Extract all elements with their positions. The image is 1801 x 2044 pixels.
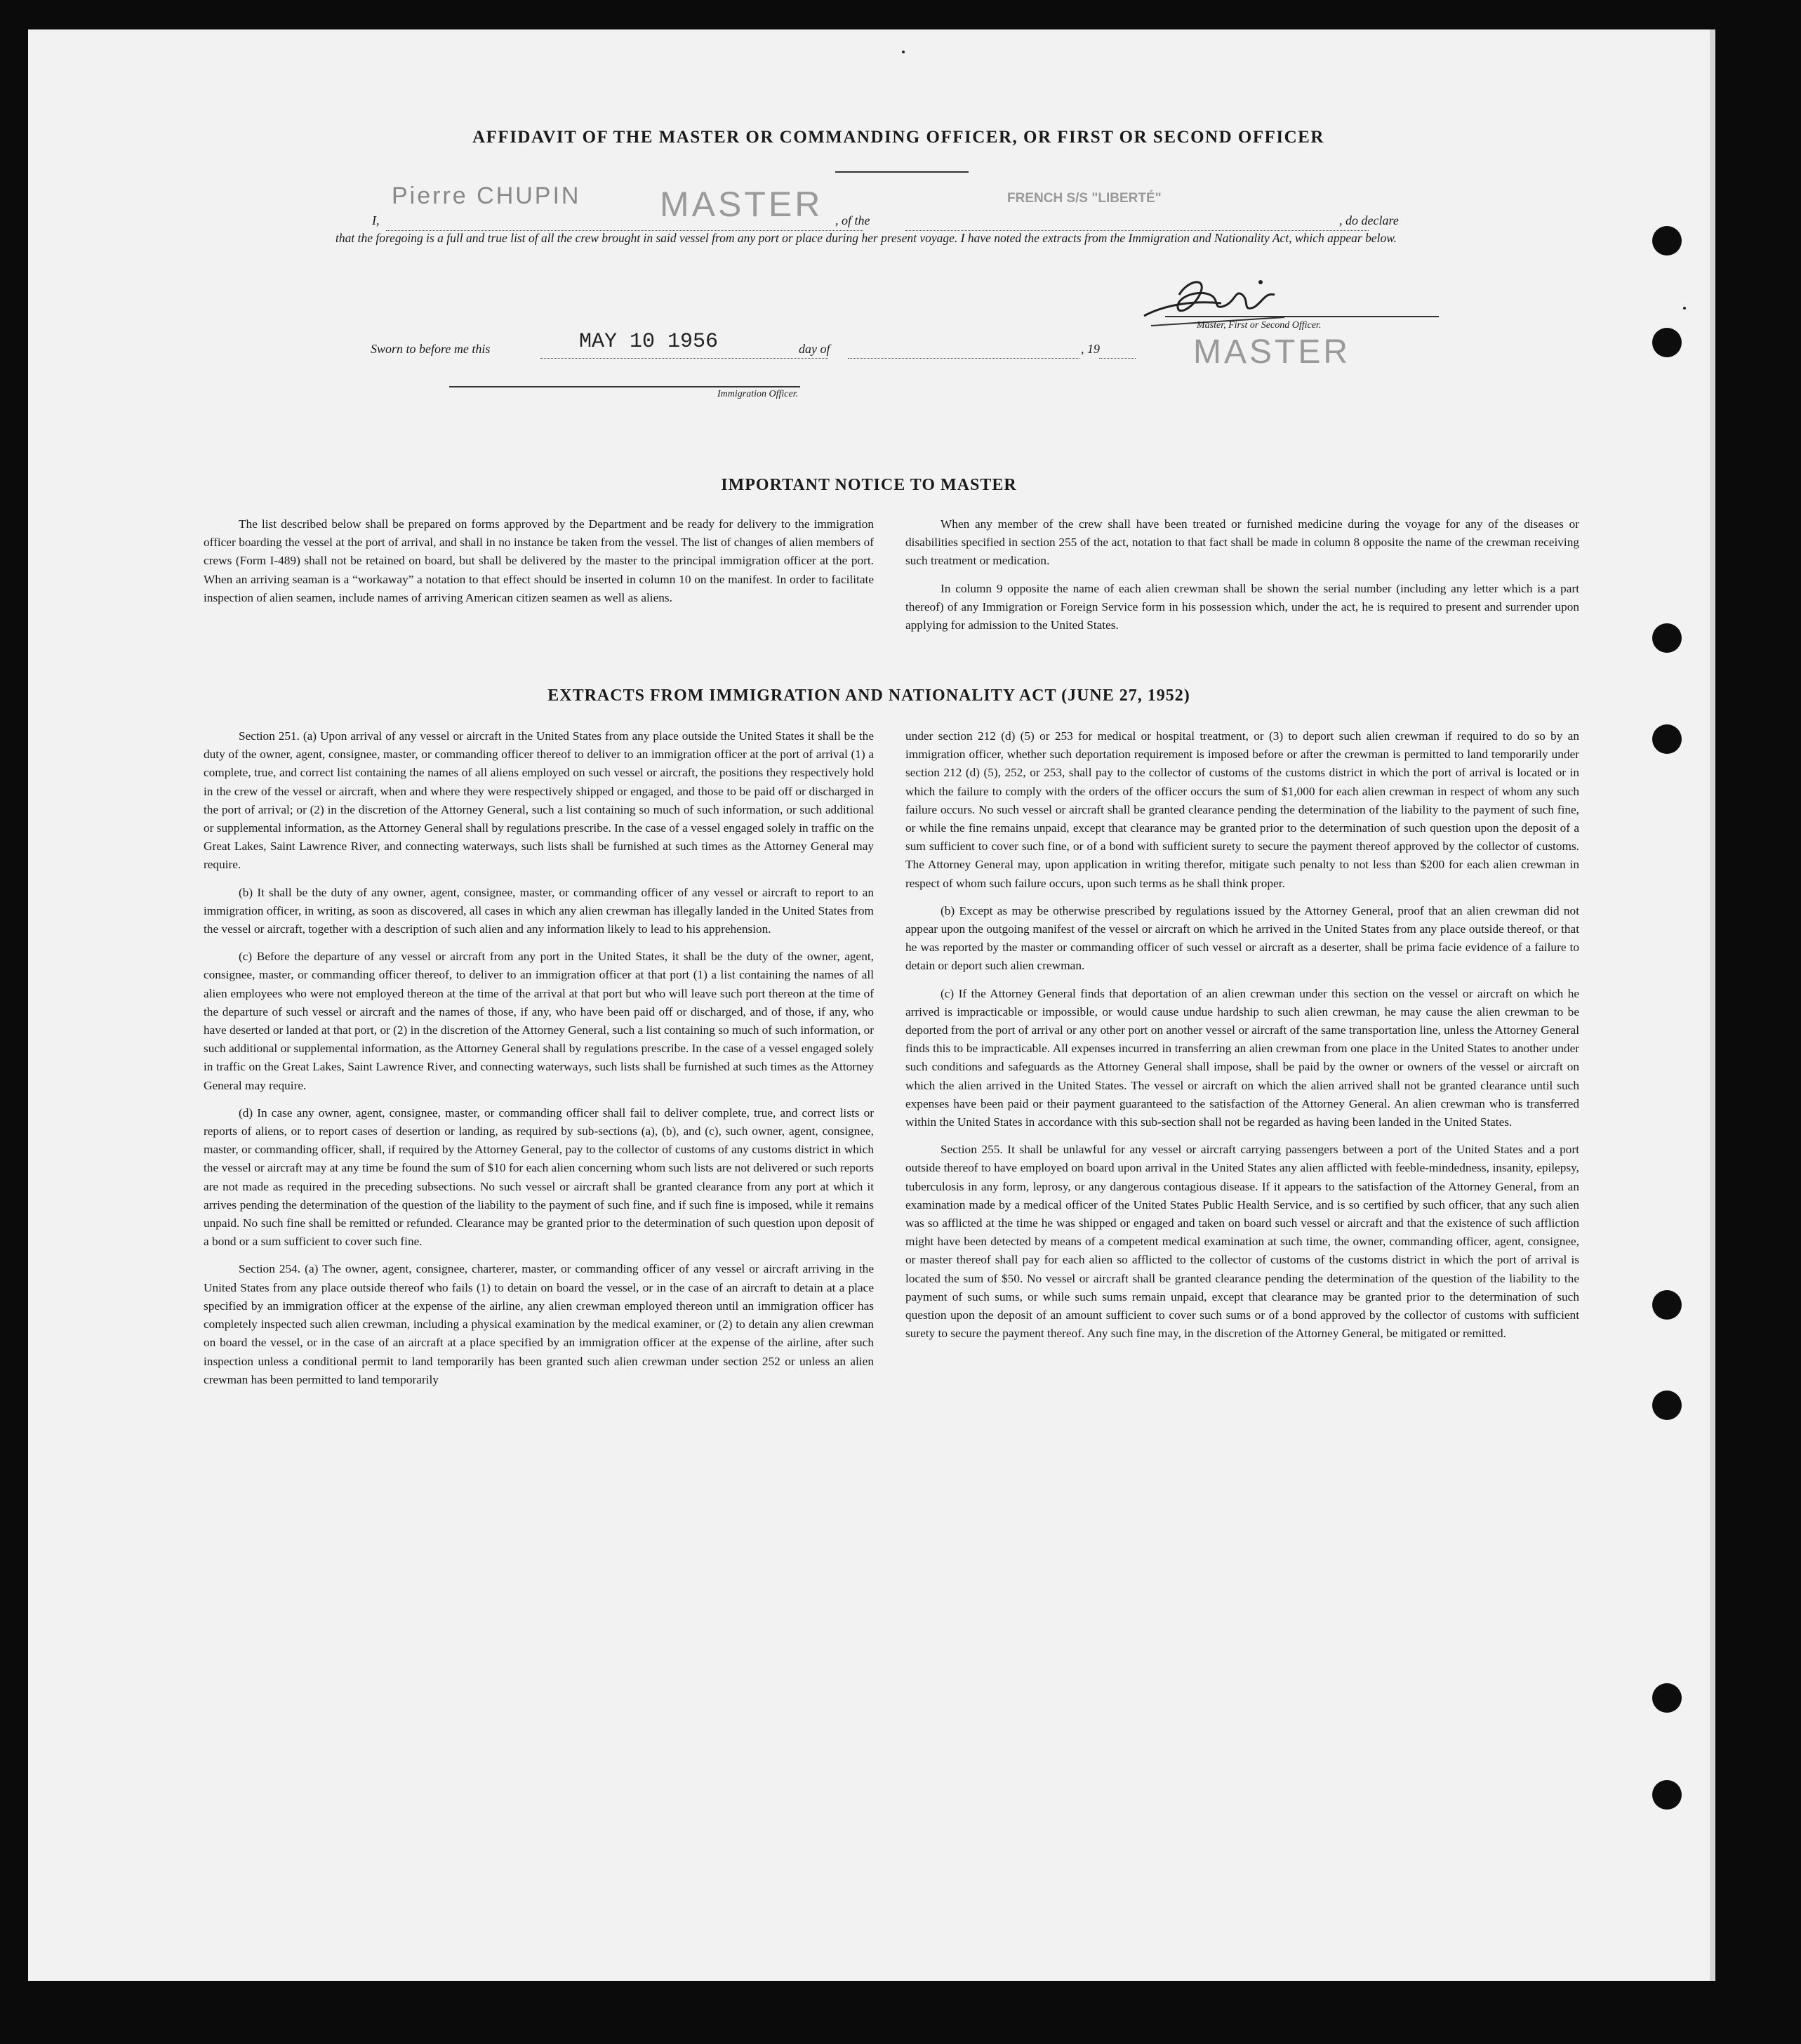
signature-line <box>1165 316 1439 317</box>
section-251-c: (c) Before the departure of any vessel or aircraft from any port in the United States, it shall be the duty of the owner, agent, consignee, master, or commanding officer thereof, to deliver to an immigration officer at that port (1) a list containing the names of all alien employees who were not employed thereon at the time of the arrival at that port but who will leave such port thereon at the time of the departure of such vessel or aircraft and the names of those, if any, who have been paid off or discharged, and of those, if any, who have deserted or landed at that port, or (2) in the discretion of the Attorney General, such a list containing so much of such information, or such additional or supplemental information, as the Attorney General shall by regulations prescribe. In the case of a vessel engaged solely in traffic on the Great Lakes, Saint Lawrence River, and connecting waterways, such lists shall be furnished at such times as the Attorney General may require. <box>204 950 874 1092</box>
punch-hole <box>1652 328 1682 357</box>
section-254-a: Section 254. (a) The owner, agent, consignee, charterer, master, or commanding officer of any vessel or aircraft arriving in the United States from any place outside thereof who fails (1) to detain on board the vessel, or in the case of an aircraft to detain at a place specified by an immigration officer at the expense of the airline, any alien crewman employed thereon until an immigration officer has completely inspected such alien crewman, including a physical examination by the medical examiner, or (2) to detain any alien crewman on board the vessel, or in the case of an aircraft at a place specified by an immigration officer at the expense of the airline, after such inspection unless a conditional permit to land temporarily has been granted such alien crewman under section 252 or unless an alien crewman has been permitted to land temporarily <box>204 1262 874 1386</box>
extracts-right-column <box>905 727 1579 1353</box>
do-declare-label: , do declare <box>1339 213 1399 227</box>
title-underline <box>835 171 969 173</box>
officer-caption: Immigration Officer. <box>717 389 799 399</box>
section-251-d: (d) In case any owner, agent, consignee, master, or commanding officer shall fail to deliver complete, true, and correct lists or reports of aliens, or to report cases of desertion or landing, as required by sub-sections (a), (b), and (c), such owner, agent, consignee, master, or commanding officer, shall, if required by the Attorney General, pay to the collector of customs of any customs district in which the vessel or aircraft may at any time be found the sum of $10 for each alien concerning whom such lists are not delivered or such reports are not made as required in the preceding subsections. No such vessel or aircraft shall be granted clearance from any port at which it arrives pending the determination of the question of the liability to the payment of such fine, and if such fine is imposed, while it remains unpaid. No such fine shall be remitted or refunded. Clearance may be granted prior to the determination of such question upon deposit of a bond or a sum sufficient to cover such fine. <box>204 1106 874 1249</box>
notice-right-column <box>905 515 1579 644</box>
day-of-label: day of <box>799 342 830 356</box>
dust-speck <box>1683 307 1686 310</box>
affidavit-title: AFFIDAVIT OF THE MASTER OR COMMANDING OFFICER, OR FIRST OR SECOND OFFICER <box>472 128 1324 147</box>
document-page <box>28 29 1715 1981</box>
dust-speck <box>902 51 905 53</box>
declaration-text: that the foregoing is a full and true list of all the crew brought in said vessel from any port or place during her present voyage. I have noted the extracts from the Immigration and Nationality Act, which appear below. <box>335 231 1397 245</box>
section-254-c: (c) If the Attorney General finds that deportation of an alien crewman under this section on the vessel or aircraft on which he arrived is impracticable or impossible, or would cause undue hardship to such alien crewman, he may cause the alien crewman to be deported from the port of arrival or any other port on another vessel or aircraft of the same transportation line, unless the Attorney General finds this to be impracticable. All expenses incurred in transferring an alien crewman from one place in the United States to another under such conditions and safeguards as the Attorney General shall impose, shall be paid by the owner or owners of the vessel or aircraft on which the alien arrived in the United States. The vessel or aircraft on which the alien arrived shall not be granted clearance until such expenses have been paid or their payment guaranteed to the satisfaction of the Attorney General. An alien crewman who is transferred within the United States in accordance with this sub-section shall not be regarded as having been landed in the United States. <box>905 986 1579 1129</box>
signer-stamp: MASTER <box>1193 333 1351 371</box>
section-251-a: Section 251. (a) Upon arrival of any vessel or aircraft in the United States from any place outside the United States it shall be the duty of the owner, agent, consignee, master, or commanding officer thereof to deliver to an immigration officer at the port of arrival (1) a complete, true, and correct list containing the names of all aliens employed on such vessel or aircraft, the positions they respectively hold in the crew of the vessel or aircraft, when and where they were respectively shipped or engaged, and those to be paid off or discharged in the port of arrival; or (2) in the discretion of the Attorney General, such a list containing so much of such information, or such additional or supplemental information, as the Attorney General shall by regulations prescribe. In the case of a vessel engaged solely in traffic on the Great Lakes, Saint Lawrence River, and connecting waterways, such lists shall be furnished at such times as the Attorney General may require. <box>204 729 874 872</box>
punch-hole <box>1652 724 1682 754</box>
section-255: Section 255. It shall be unlawful for any vessel or aircraft carrying passengers between a port of the United States and a port outside thereof to have employed on board upon arrival in the United States any alien afflicted with feeble-mindedness, insanity, epilepsy, tuberculosis in any form, leprosy, or any dangerous contagious disease. If it appears to the satisfaction of the Attorney General, from an examination made by a medical officer of the United States Public Health Service, and is so certified by such officer, that any such alien was so afflicted at the time he was shipped or engaged and taken on board such vessel or aircraft and that the existence of such affliction might have been detected by means of a competent medical examination at such time, the owner, commanding officer, agent, consignee, or master thereof shall pay for each alien so afflicted to the collector of customs of the customs district in which the port of arrival is located the sum of $50. No vessel or aircraft shall be granted clearance pending the determination of the question of the liability to the payment of such sums, or while such sums remain unpaid, except that clearance may be granted prior to the determination of such question upon the deposit of an amount sufficient to cover such sums or of a bond approved by the collector of customs with sufficient surety to secure the payment thereof. Any such fine may, in the discretion of the Attorney General, be mitigated or remitted. <box>905 1143 1579 1341</box>
notice-right-paragraph: In column 9 opposite the name of each alien crewman shall be shown the serial number (including any letter which is a part thereof) of any Immigration or Foreign Service form in his possession which, under the act, he is required to present and surrender upon applying for admission to the United States. <box>905 581 1579 632</box>
notice-heading: IMPORTANT NOTICE TO MASTER <box>721 476 1017 494</box>
punch-hole <box>1652 226 1682 255</box>
year-prefix: , 19 <box>1081 342 1100 356</box>
punch-hole <box>1652 1290 1682 1320</box>
year-blank <box>1099 358 1136 359</box>
punch-hole <box>1652 623 1682 653</box>
notice-left-paragraph: The list described below shall be prepared on forms approved by the Department and be ready for delivery to the immigration officer boarding the vessel at the port of arrival, and shall in no instance be taken from the vessel. The list of changes of alien members of crews (Form I-489) shall not be retained on board, but shall be delivered by the master to the principal immigration officer at the port. When an arriving seaman is a “workaway” a notation to that effect should be inserted in column 10 on the manifest. In order to facilitate inspection of alien seamen, include names of arriving American citizen seamen as well as aliens. <box>204 517 874 604</box>
sworn-label: Sworn to before me this <box>371 342 491 356</box>
section-251-b: (b) It shall be the duty of any owner, agent, consignee, master, or commanding officer of any vessel or aircraft to report to an immigration officer, in writing, as soon as discovered, all cases in which any alien crewman has illegally landed in the United States from the vessel or aircraft, together with a description of such alien and any information likely to lead to his apprehension. <box>204 885 874 936</box>
punch-hole <box>1652 1780 1682 1810</box>
section-254-a-continued: under section 212 (d) (5) or 253 for medical or hospital treatment, or (3) to deport such alien crewman if required to do so by an immigration officer, whether such deportation requirement is imposed before or after the crewman is permitted to land temporarily under section 212 (d) (5), 252, or 253, shall pay to the collector of customs of the customs district in which the port of arrival is located or in which the failure to comply with the orders of the officer occurs the sum of $1,000 for each alien crewman in respect of whom any such failure occurs. No such vessel or aircraft shall be granted clearance pending the determination of the liability to the payment of such fine, or while the fine remains unpaid, except that clearance may be granted prior to the determination of such question upon the deposit of a sum sufficient to cover such fine, or of a bond with sufficient surety to secure the payment thereof approved by the collector of customs. The Attorney General may, upon application in writing therefor, mitigate such penalty to not less than $200 for each alien crewman in respect of whom such failure occurs, upon such terms as he shall think proper. <box>905 729 1579 890</box>
vessel-name: FRENCH S/S "LIBERTÉ" <box>1007 191 1162 206</box>
notice-left-column <box>204 515 874 616</box>
extracts-left-column <box>204 727 874 1398</box>
notice-right-paragraph: When any member of the crew shall have been treated or furnished medicine during the voyage for any of the diseases or disabilities specified in section 255 of the act, notation to that fact shall be made in column 8 opposite the name of the crewman receiving such treatment or medication. <box>905 517 1579 568</box>
i-label: I, <box>372 213 380 227</box>
of-the-label: , of the <box>835 213 870 227</box>
officer-signature-line <box>449 386 800 387</box>
month-blank <box>848 358 1079 359</box>
punch-hole <box>1652 1391 1682 1420</box>
punch-hole <box>1652 1683 1682 1713</box>
sworn-day-blank <box>540 358 828 359</box>
signer-caption: Master, First or Second Officer. <box>1197 320 1322 331</box>
typed-name: Pierre CHUPIN <box>392 182 581 209</box>
rank-stamp: MASTER <box>660 185 823 224</box>
extracts-heading: EXTRACTS FROM IMMIGRATION AND NATIONALITY ACT (JUNE 27, 1952) <box>547 686 1190 705</box>
section-254-b: (b) Except as may be otherwise prescribed by regulations issued by the Attorney General, proof that an alien crewman did not appear upon the outgoing manifest of the vessel or aircraft on which he arrived in the United States from any place outside thereof, or that he was reported by the master or commanding officer of such vessel or aircraft as a deserter, shall be prima facie evidence of a failure to detain or deport such alien crewman. <box>905 903 1579 973</box>
sworn-date: MAY 10 1956 <box>579 330 719 354</box>
